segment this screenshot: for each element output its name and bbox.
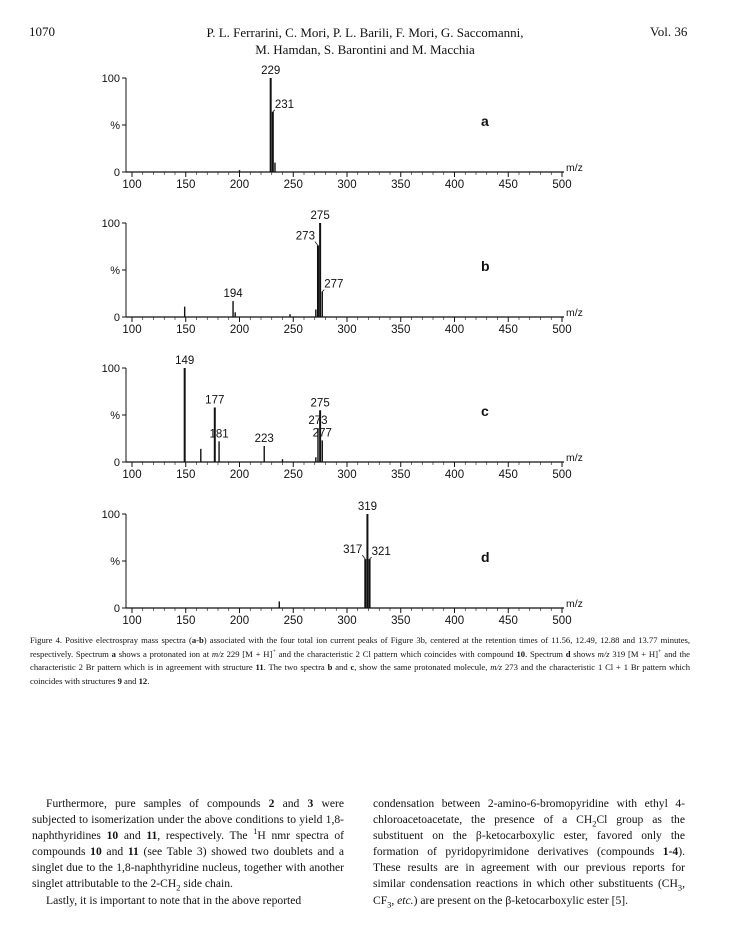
x-tick-label: 250 <box>283 615 303 627</box>
paragraph: Lastly, it is important to note that in the above reported <box>46 893 302 907</box>
spectrum-panel-d <box>102 501 583 627</box>
y-tick-label: 100 <box>101 363 120 375</box>
x-tick-label: 150 <box>176 615 196 627</box>
x-tick-label: 100 <box>122 324 142 336</box>
y-tick-label: 100 <box>101 218 120 230</box>
peak-label-273: 273 <box>308 415 328 428</box>
peak-label-229: 229 <box>261 65 281 77</box>
body-column-right <box>373 796 685 909</box>
x-tick-label: 300 <box>337 615 357 627</box>
x-tick-label: 500 <box>552 469 572 481</box>
x-tick-label: 200 <box>229 324 250 336</box>
y-tick-label: % <box>110 265 120 277</box>
peak-label-181: 181 <box>209 428 229 441</box>
spectrum-panel-c <box>102 355 583 481</box>
x-tick-label: 100 <box>122 469 142 481</box>
y-tick-label: 0 <box>113 167 120 179</box>
x-tick-label: 250 <box>283 179 303 191</box>
peak-label-177: 177 <box>205 394 225 407</box>
x-tick-label: 250 <box>283 324 303 336</box>
x-tick-label: 500 <box>552 179 572 191</box>
authors-line-2: M. Hamdan, S. Barontini and M. Macchia <box>255 42 475 57</box>
x-tick-label: 400 <box>444 469 465 481</box>
peak-label-223: 223 <box>254 433 274 446</box>
x-tick-label: 200 <box>229 615 250 627</box>
peak-label-317: 317 <box>343 544 363 557</box>
x-tick-label: 350 <box>391 324 411 336</box>
paragraph: condensation between 2-amino-6-bromopyridine with ethyl 4-chloroacetoacetate, the presence of a $CH_2Cl$ group as the substituent on the β-ketocarboxylic ester, favored only the formation of pyridopyrimidone derivatives (compounds 1-4). These results are in agreement with our previous reports for similar condensation reactions in which other substituents ($CH_3$, $CF_3$, etc.) are present on the β-ketocarboxylic ester [5]. <box>373 797 685 909</box>
x-tick-label: 100 <box>122 179 142 191</box>
x-tick-label: 150 <box>176 469 196 481</box>
peak-label-leader <box>362 555 365 559</box>
peak-label-194: 194 <box>223 288 243 301</box>
x-tick-label: 200 <box>229 469 250 481</box>
x-tick-label: 150 <box>176 324 196 336</box>
page-number: 1070 <box>29 24 55 39</box>
peak-label-277: 277 <box>324 278 344 291</box>
y-tick-label: 100 <box>101 509 120 521</box>
authors-line-1: P. L. Ferrarini, C. Mori, P. L. Barili, F. Mori, G. Saccomanni, <box>206 25 524 40</box>
y-tick-label: 0 <box>113 312 120 324</box>
x-tick-label: 350 <box>391 615 411 627</box>
peak-label-231: 231 <box>274 98 295 111</box>
y-tick-label: % <box>110 120 120 132</box>
x-tick-label: 350 <box>391 469 411 481</box>
peak-label-273: 273 <box>295 230 315 243</box>
x-axis-label: m/z <box>566 452 583 464</box>
x-tick-label: 500 <box>552 324 572 336</box>
x-tick-label: 250 <box>283 469 303 481</box>
x-tick-label: 300 <box>337 179 357 191</box>
peak-label-275: 275 <box>310 397 330 410</box>
peak-label-275: 275 <box>310 210 330 222</box>
x-tick-label: 300 <box>337 469 357 481</box>
volume-label: Vol. 36 <box>650 24 688 39</box>
x-tick-label: 400 <box>444 179 465 191</box>
peak-label-149: 149 <box>175 355 195 367</box>
panel-letter: a <box>481 113 489 129</box>
y-tick-label: 0 <box>113 457 120 469</box>
x-tick-label: 150 <box>176 179 196 191</box>
y-tick-label: % <box>110 556 120 568</box>
paragraph: Furthermore, pure samples of compounds 2 and 3 were subjected to isomerization under the above conditions to yield 1,8-naphthyridines 10 and 11, respectively. The $^1$H nmr spectra of compounds 10 and 11 (see Table 3) showed two doublets and a singlet due to the 1,8-naphthyridine nucleus, together with another singlet attributable to the $2-CH_2$ side chain. <box>32 797 345 893</box>
spectrum-panel-a <box>102 65 583 191</box>
y-tick-label: 0 <box>113 603 120 615</box>
x-tick-label: 400 <box>444 324 465 336</box>
panel-letter: d <box>481 549 490 565</box>
x-tick-label: 100 <box>122 615 142 627</box>
x-tick-label: 450 <box>498 179 518 191</box>
x-tick-label: 450 <box>498 615 518 627</box>
panel-letter: c <box>481 403 489 419</box>
x-tick-label: 400 <box>444 615 465 627</box>
x-tick-label: 450 <box>498 469 518 481</box>
x-axis-label: m/z <box>566 162 583 174</box>
figure-caption: Figure 4. Positive electrospray mass spectra (a-b) associated with the four total ion current peaks of Figure 3b, centered at the retention times of 11.56, 12.49, 12.88 and 13.77 minutes, respectively. Spectrum a shows a protonated ion at m/z 229 [M + H]+ and the characteristic 2 Cl pattern which coincides with compound 10. Spectrum d shows m/z 319 [M + H]+ and the characteristic 2 Br pattern which is in agreement with structure 11. The two spectra b and c, show the same protonated molecule, m/z 273 and the characteristic 1 Cl + 1 Br pattern which coincides with structures 9 and 12. <box>30 635 690 686</box>
x-tick-label: 450 <box>498 324 518 336</box>
spectrum-panel-b <box>102 210 583 336</box>
x-tick-label: 300 <box>337 324 357 336</box>
x-axis-label: m/z <box>566 598 583 610</box>
x-tick-label: 350 <box>391 179 411 191</box>
x-axis-label: m/z <box>566 307 583 319</box>
y-tick-label: % <box>110 410 120 422</box>
x-tick-label: 200 <box>229 179 250 191</box>
x-tick-label: 500 <box>552 615 572 627</box>
peak-label-277: 277 <box>312 427 332 440</box>
y-tick-label: 100 <box>101 73 120 85</box>
peak-label-321: 321 <box>371 546 391 559</box>
panel-letter: b <box>481 258 490 274</box>
peak-label-leader <box>315 242 318 246</box>
peak-label-319: 319 <box>357 501 378 513</box>
body-column-left <box>32 796 344 909</box>
